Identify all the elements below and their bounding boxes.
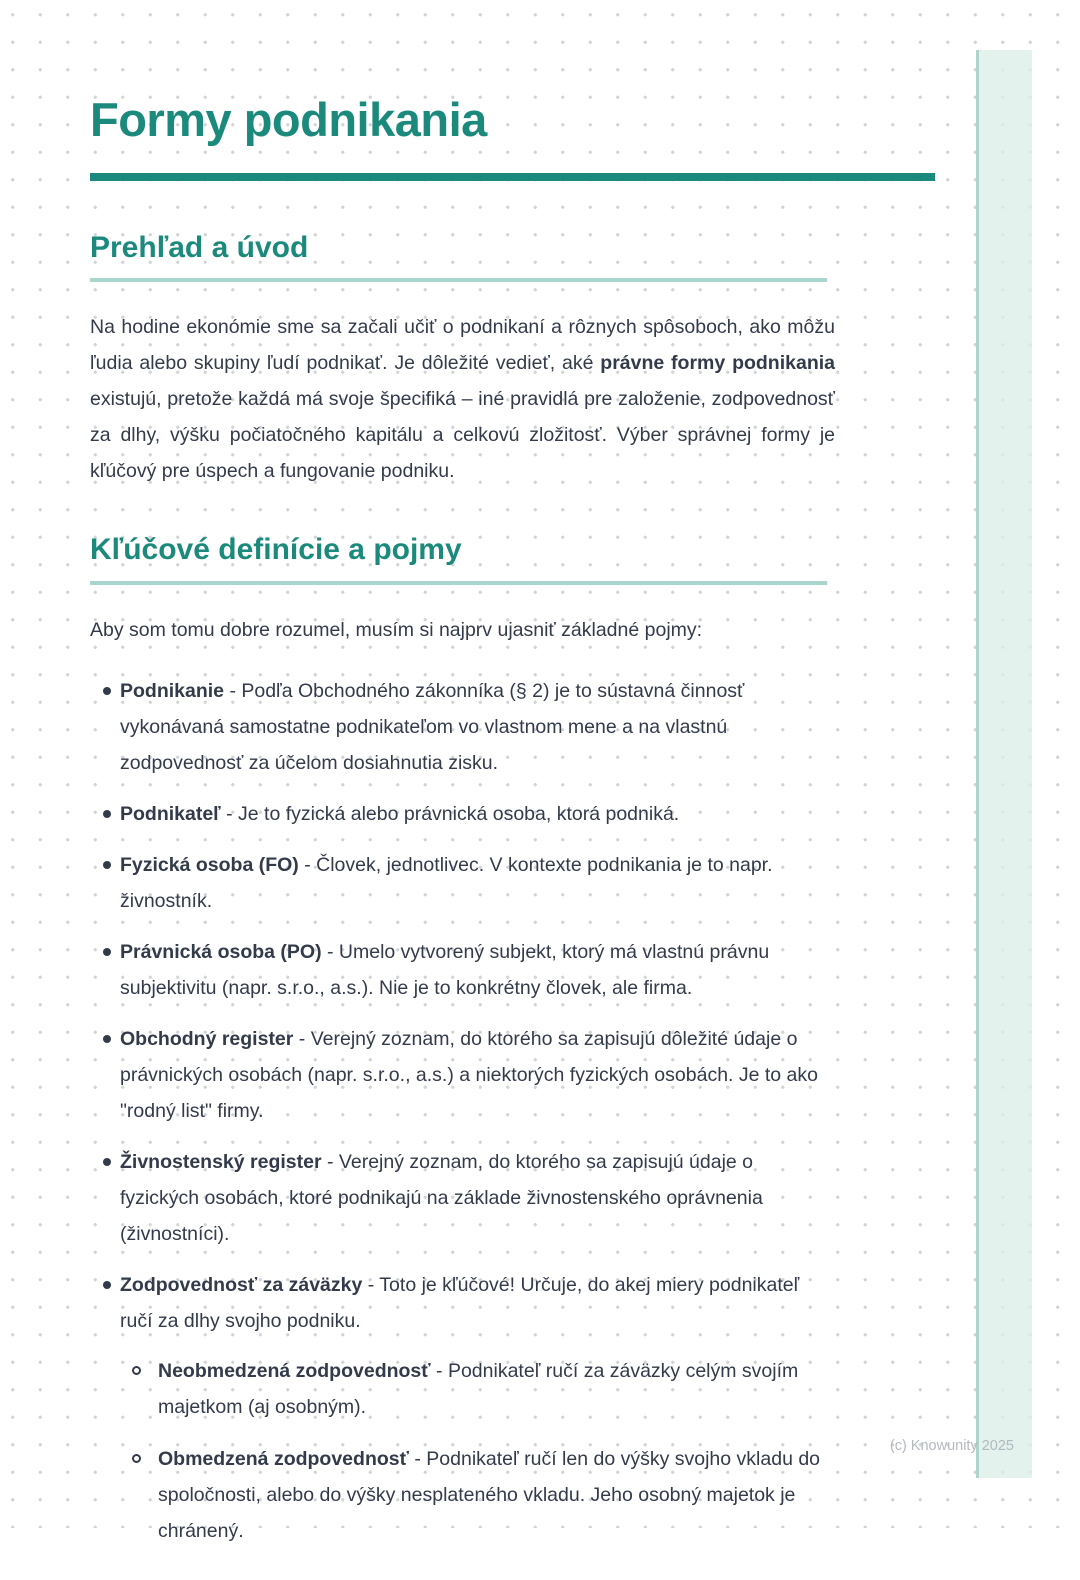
section-rule	[90, 278, 827, 282]
bullet-icon	[103, 1281, 111, 1289]
page-title: Formy podnikania	[90, 93, 487, 146]
term-label: Zodpovednosť za záväzky	[120, 1273, 363, 1296]
paragraph-bold-text: právne formy podnikania	[600, 352, 835, 375]
term-definition: - Toto je kľúčové! Určuje, do akej miery podnikateľ ručí za dlhy svojho podniku.	[120, 1273, 800, 1332]
term-label: Živnostenský register	[120, 1150, 322, 1173]
section-overview	[90, 231, 837, 490]
right-accent-stripe	[976, 50, 1032, 1478]
list-item	[90, 847, 835, 919]
page-content	[90, 0, 837, 1580]
term-definition: - Verejný zoznam, do ktorého sa zapisujú údaje o fyzických osobách, ktoré podnikajú na základe živnostenského oprávnenia (živnostníci).	[120, 1150, 763, 1245]
paragraph-text: existujú, pretože každá má svoje špecifiká – iné pravidlá pre založenie, zodpovednosť za dlhy, výšku počiatočného kapitálu a celkovú zložitosť. Výber správnej formy je kľúčový pre úspech a fungovanie podniku.	[90, 388, 835, 483]
term-label: Fyzická osoba (FO)	[120, 853, 299, 876]
term-label: Obmedzená zodpovednosť	[158, 1447, 409, 1470]
term-definition: - Je to fyzická alebo právnická osoba, ktorá podniká.	[226, 802, 680, 825]
section-definitions	[90, 533, 837, 1565]
bullet-icon	[103, 1158, 111, 1166]
title-rule	[90, 173, 935, 181]
bullet-icon	[103, 810, 111, 818]
list-item	[90, 673, 835, 781]
section-rule	[90, 581, 827, 585]
term-definition: - Podnikateľ ručí len do výšky svojho vkladu do spoločnosti, alebo do výšky nesplateného vkladu. Jeho osobný majetok je chránený.	[158, 1447, 821, 1542]
term-definition: - Človek, jednotlivec. V kontexte podnikania je to napr. živnostník.	[120, 853, 773, 912]
sub-list-item	[124, 1441, 835, 1549]
definitions-list	[90, 673, 835, 1565]
term-definition: - Verejný zoznam, do ktorého sa zapisujú dôležité údaje o právnických osobách (napr. s.r.o., a.s.) a niektorých fyzických osobách. Je to ako "rodný list" firmy.	[120, 1027, 819, 1122]
paragraph-text: Na hodine ekonómie sme sa začali učiť o podnikaní a rôznych spôsoboch, ako môžu ľudia alebo skupiny ľudí podnikať. Je dôležité vedieť, aké	[90, 316, 835, 375]
term-definition: - Podnikateľ ručí za záväzky celým svojím majetkom (aj osobným).	[158, 1359, 799, 1418]
term-label: Podnikateľ	[120, 802, 221, 825]
sub-bullet-icon	[132, 1454, 141, 1463]
section-heading-definitions: Kľúčové definície a pojmy	[90, 533, 462, 567]
term-label: Podnikanie	[120, 679, 225, 702]
sub-list-item	[124, 1353, 835, 1425]
intro-paragraph	[90, 309, 835, 489]
term-label: Obchodný register	[120, 1027, 294, 1050]
term-definition: - Umelo vytvorený subjekt, ktorý má vlastnú právnu subjektivitu (napr. s.r.o., a.s.). Nie je to konkrétny človek, ale firma.	[120, 940, 770, 999]
term-definition: - Podľa Obchodného zákonníka (§ 2) je to sústavná činnosť vykonávaná samostatne podnikateľom vo vlastnom mene a na vlastnú zodpovednosť za účelom dosiahnutia zisku.	[120, 679, 745, 774]
bullet-icon	[103, 1035, 111, 1043]
bullet-icon	[103, 861, 111, 869]
bullet-icon	[103, 687, 111, 695]
section-heading-overview: Prehľad a úvod	[90, 230, 309, 264]
list-item	[90, 796, 835, 832]
term-label: Právnická osoba (PO)	[120, 940, 322, 963]
list-item	[90, 1021, 835, 1129]
sub-bullet-icon	[132, 1366, 141, 1375]
list-item	[90, 1267, 835, 1565]
list-item	[90, 934, 835, 1006]
list-item	[90, 1144, 835, 1252]
copyright-footer: (c) Knowunity 2025	[889, 1438, 1014, 1454]
sub-definitions-list	[124, 1353, 835, 1549]
bullet-icon	[103, 948, 111, 956]
definitions-intro: Aby som tomu dobre rozumel, musím si najprv ujasniť základné pojmy:	[90, 618, 703, 641]
term-label: Neobmedzená zodpovednosť	[158, 1359, 431, 1382]
